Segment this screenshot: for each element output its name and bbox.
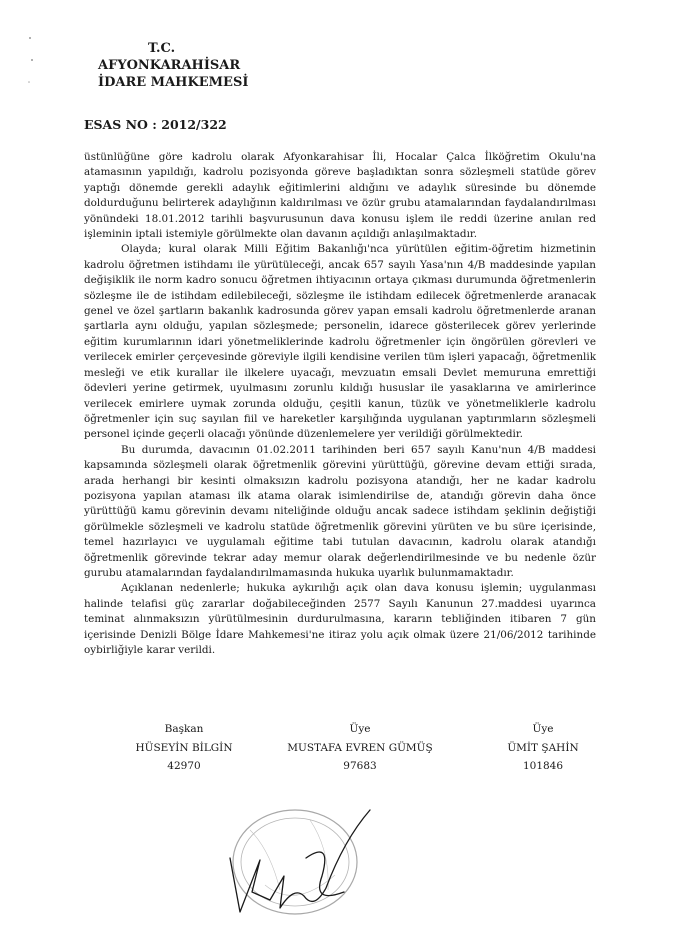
signature-number: 101846 [522,760,564,772]
court-header [70,40,300,91]
signature-role: Üye [349,723,371,735]
handwritten-signature [222,800,382,920]
scan-marks [20,30,40,90]
signature-number: 42970 [167,760,201,772]
paragraph-2: Olayda; kural olarak Milli Eğitim Bakanlığı'nca yürütülen eğitim-öğretim hizmetinin kadrolu öğretmen istihdamı ile yürütüleceği, ancak 657 sayılı Yasa'nın 4/B maddesinde yapılan değişiklik ile norm kadro sonucu öğretmen ihtiyacının ortaya çıkması durumunda öğretmenlerin sözleşme ile de istihdam edilebileceği, sözleşme ile istihdam edilecek öğretmenlerde aranacak genel ve özel şartların bakanlık kadrosunda görev yapan emsali kadrolu öğretmenlerde aranan şartlarla aynı olduğu, yapılan sözleşmede; personelin, idarece gösterilecek görev yerlerinde eğitim kurumlarının idari yönetmeliklerinde kadrolu öğretmenler için öngörülen görevleri ve verilecek emirler çerçevesinde göreviyle ilgili kendisine verilen tüm işleri yapacağı, öğretmenlik mesleği ve etik kurallar ile ilkelere uyacağı, mevzuatın emsali Devlet memuruna emrettiği ödevleri yerine getirmek, uyulmasını zorunlu kıldığı hususlar ile yasaklarına ve amirlerince verilecek emirlere uymak zorunda olduğu, çeşitli kanun, tüzük ve yönetmeliklerle kadrolu öğretmenler için suç sayılan fiil ve hareketler karşılığında uygulanan yaptırımların sözleşmeli personel içinde geçerli olacağı yönünde düzenlemelere yer verildiği görülmektedir. [84,243,596,441]
signature-role: Başkan [164,723,204,735]
signature-name: HÜSEYİN BİLGİN [135,741,233,754]
signature-number: 97683 [343,760,377,772]
header-court: İDARE MAHKEMESİ [98,75,249,90]
signature-role: Üye [532,723,554,735]
signature-name: MUSTAFA EVREN GÜMÜŞ [287,741,433,754]
signature-block-president [124,720,244,776]
decision-body [84,150,596,658]
signature-name: ÜMİT ŞAHİN [507,741,579,754]
paragraph-4: Açıklanan nedenlerle; hukuka aykırılığı açık olan dava konusu işlemin; uygulanması halinde telafisi güç zararlar doğabileceğinden 2577 Sayılı Kanunun 27.maddesi uyarınca teminat alınmaksızın yürütülmesinin durdurulmasına, kararın tebliğinden itibaren 7 gün içerisinde Denizli Bölge İdare Mahkemesi'ne itiraz yolu açık olmak üzere 21/06/2012 tarihinde oybirliğiyle karar verildi. [84,582,596,656]
header-tc: T.C. [148,41,176,56]
paragraph-3: Bu durumda, davacının 01.02.2011 tarihinden beri 657 sayılı Kanu'nun 4/B maddesi kapsamında sözleşmeli olarak öğretmenlik görevini yürüttüğü, görevine devam ettiği sırada, arada herhangi bir kesinti olmaksızın kadrolu pozisyona atandığı, her ne kadar kadrolu pozisyona yapılan ataması ilk atama olarak isimlendirilse de, atandığı görevin daha önce yürüttüğü kamu görevinin devamı niteliğinde olduğu ancak sadece istihdam şeklinin değiştiği görülmekle sözleşmeli ve kadrolu statüde öğretmenlik görevini yürüten ve bu süre içerisinde, temel hazırlayıcı ve uygulamalı eğitime tabi tutulan davacının, kadrolu olarak atandığı öğretmenlik görevinde tekrar aday memur olarak değerlendirilmesinde ve bu nedenle özür gurubu atamalarından faydalandırılmamasında hukuka uyarlık bulunmamaktadır. [84,443,596,579]
header-city: AFYONKARAHİSAR [98,58,241,73]
paragraph-1: üstünlüğüne göre kadrolu olarak Afyonkarahisar İli, Hocalar Çalca İlköğretim Okulu'na atamasının yapıldığı, kadrolu pozisyonda göreve başladıktan sonra sözleşmeli statüde görev yaptığı dönemde gerekli adaylık eğitimlerini aldığını ve adaylık süresinde bu dönemde doldurduğunu belirterek adaylığının kaldırılması ve özür grubu atamalarından faydalandırılması yönündeki 18.01.2012 tarihli başvurusunun dava konusu işlem ile reddi üzerine anılan red işleminin iptali istemiyle görülmekte olan davanın açıldığı anlaşılmaktadır. [84,151,596,241]
signature-block-member-2 [483,720,603,776]
case-number: ESAS NO : 2012/322 [84,117,227,132]
signature-block-member-1 [275,720,445,776]
